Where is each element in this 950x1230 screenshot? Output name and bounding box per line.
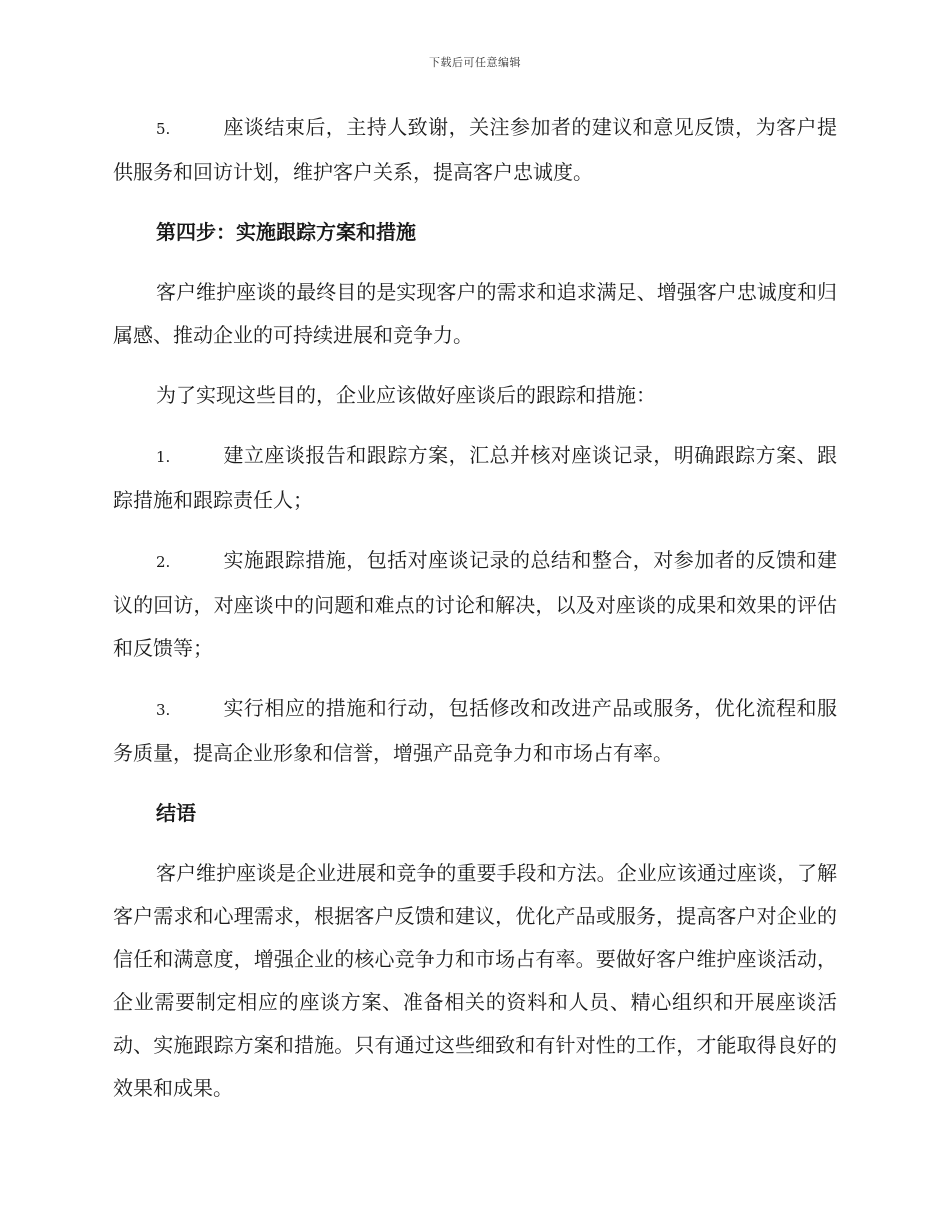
document-body [113,106,837,1127]
item-number: 1. [156,448,171,466]
page-header: 下载后可任意编辑 [429,56,521,69]
section-heading-conclusion: 结语 [156,801,196,825]
paragraph: 客户维护座谈是企业进展和竞争的重要手段和方法。企业应该通过座谈，了解客户需求和心理需求，根据客户反馈和建议，优化产品或服务，提高客户对企业的信任和满意度，增强企业的核心竞争力和市场占有率。要做好客户维护座谈活动，企业需要制定相应的座谈方案、准备相关的资料和人员、精心组织和开展座谈活动、实施跟踪方案和措施。只有通过这些细致和有针对性的工作，才能取得良好的效果和成果。 [113,861,837,1100]
item-text: 实行相应的措施和行动，包括修改和改进产品或服务，优化流程和服务质量，提高企业形象和信誉，增强产品竞争力和市场占有率。 [113,696,837,765]
item-number: 2. [156,553,171,571]
numbered-item-3 [113,687,837,775]
item-number: 5. [156,120,171,138]
section-heading-step4: 第四步：实施跟踪方案和措施 [156,220,416,244]
numbered-item-2 [113,539,837,670]
numbered-item-5 [113,106,837,194]
numbered-item-1 [113,434,837,522]
item-text: 建立座谈报告和跟踪方案，汇总并核对座谈记录，明确跟踪方案、跟踪措施和跟踪责任人； [113,443,837,512]
paragraph: 客户维护座谈的最终目的是实现客户的需求和追求满足、增强客户忠诚度和归属感、推动企业的可持续进展和竞争力。 [113,280,837,347]
item-text: 实施跟踪措施，包括对座谈记录的总结和整合，对参加者的反馈和建议的回访，对座谈中的问题和难点的讨论和解决，以及对座谈的成果和效果的评估和反馈等； [113,548,837,660]
item-text: 座谈结束后，主持人致谢，关注参加者的建议和意见反馈，为客户提供服务和回访计划，维护客户关系，提高客户忠诚度。 [113,115,837,184]
item-number: 3. [156,701,171,719]
paragraph: 为了实现这些目的，企业应该做好座谈后的跟踪和措施： [156,383,656,407]
